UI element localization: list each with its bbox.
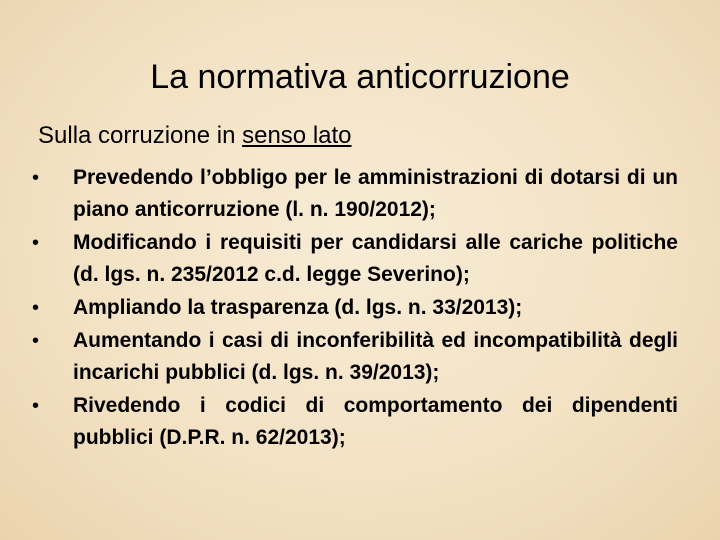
bullet-list xyxy=(32,162,678,455)
bullet-item xyxy=(32,227,678,291)
bullet-text: Rivedendo i codici di comportamento dei dipendenti pubblici (D.P.R. n. 62/2013); xyxy=(73,394,678,449)
bullet-item xyxy=(32,325,678,389)
bullet-icon: • xyxy=(32,297,40,319)
bullet-item xyxy=(32,390,678,454)
bullet-icon: • xyxy=(32,330,40,352)
slide-title: La normativa anticorruzione xyxy=(150,58,570,96)
bullet-item xyxy=(32,292,678,324)
bullet-text: Prevedendo l’obbligo per le amministrazioni di dotarsi di un piano anticorruzione (l. n. 190/2012); xyxy=(73,166,678,221)
bullet-icon: • xyxy=(32,232,40,254)
bullet-item xyxy=(32,162,678,226)
bullet-icon: • xyxy=(32,395,40,417)
bullet-icon: • xyxy=(32,167,40,189)
slide-subtitle xyxy=(38,119,352,153)
bullet-text: Aumentando i casi di inconferibilità ed incompatibilità degli incarichi pubblici (d. lgs. n. 39/2013); xyxy=(73,329,678,384)
bullet-text: Modificando i requisiti per candidarsi alle cariche politiche (d. lgs. n. 235/2012 c.d. legge Severino); xyxy=(73,231,678,286)
subtitle-underlined-text: senso lato xyxy=(242,122,352,149)
subtitle-prefix: Sulla corruzione in xyxy=(38,122,243,149)
bullet-text: Ampliando la trasparenza (d. lgs. n. 33/2013); xyxy=(73,296,523,319)
